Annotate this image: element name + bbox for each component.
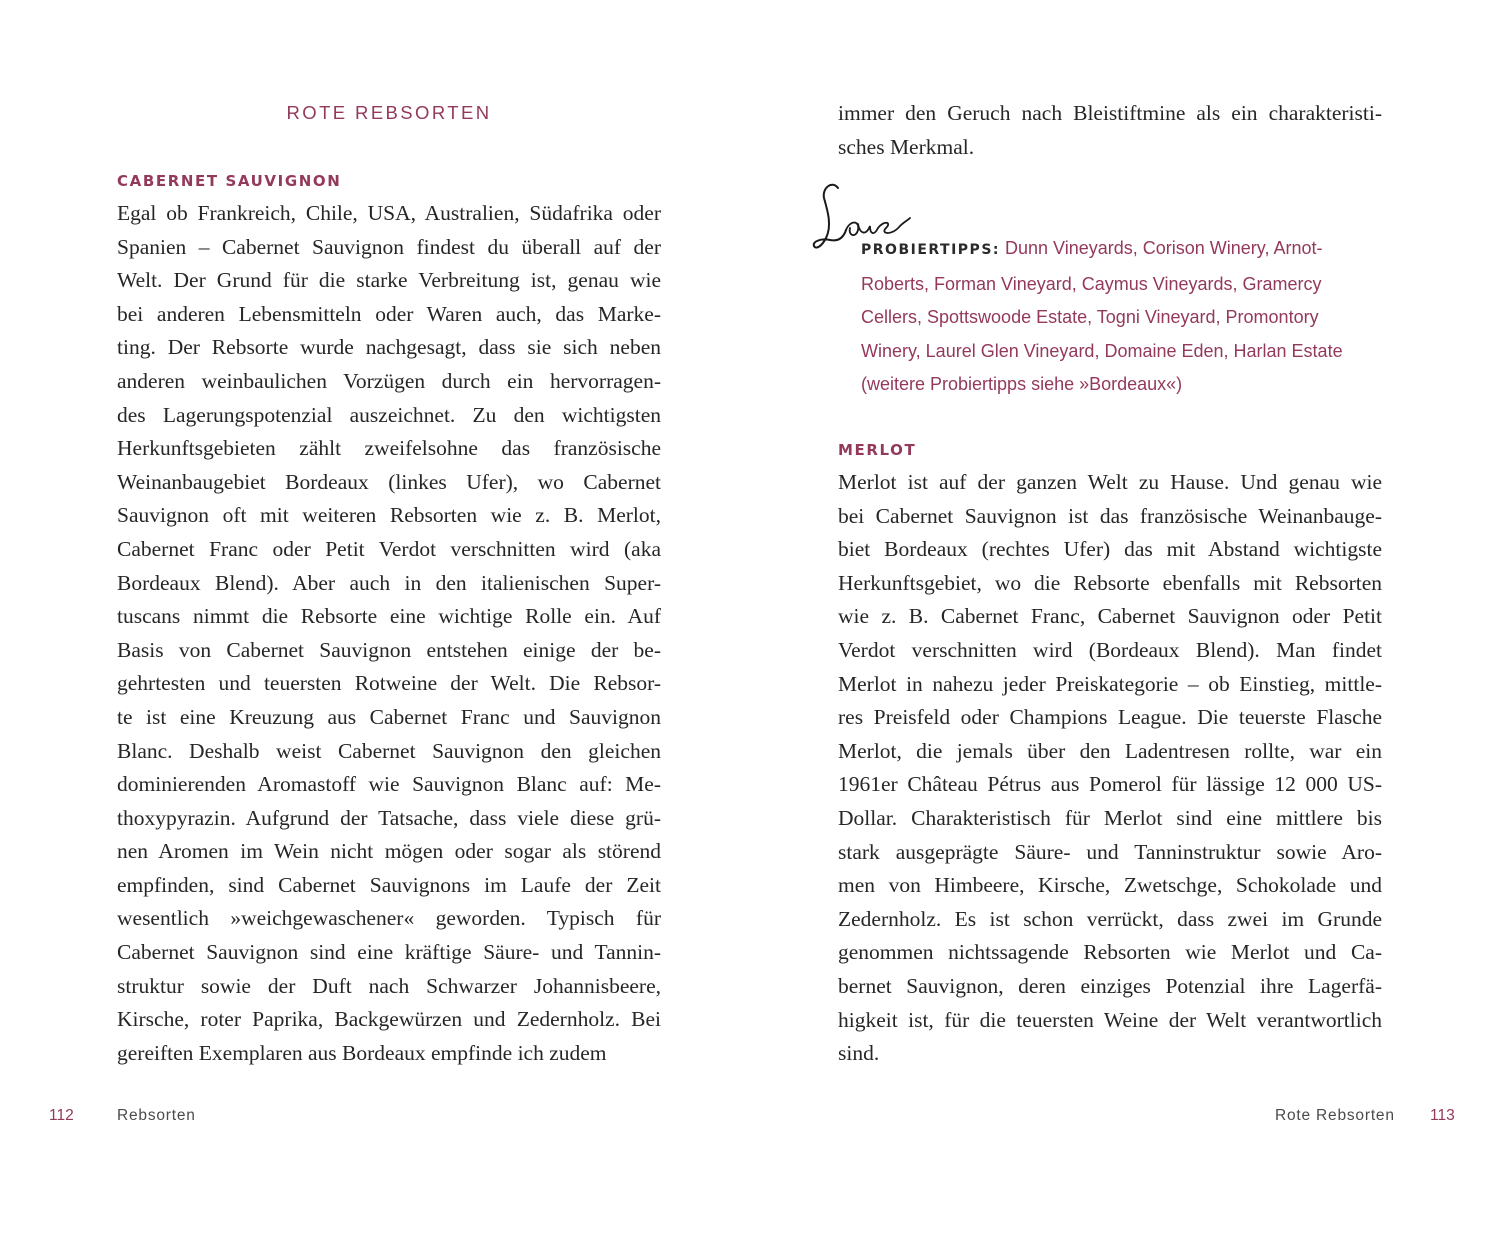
text-line: bernet Sauvignon, deren einziges Potenzial ihre Lagerfä- <box>838 973 1382 998</box>
text-line: Cabernet Franc oder Petit Verdot verschnitten wird (aka <box>117 536 661 561</box>
body-text-cabernet <box>117 197 661 1070</box>
text-line: Egal ob Frankreich, Chile, USA, Australien, Südafrika oder <box>117 201 661 225</box>
tips-line: Winery, Laurel Glen Vineyard, Domaine Eden, Harlan Estate <box>861 340 1343 361</box>
text-line: Herkunftsgebieten zählt zweifelsohne das französische <box>117 436 661 461</box>
text-line: Verdot verschnitten wird (Bordeaux Blend). Man findet <box>838 637 1382 662</box>
page-number-left: 112 <box>49 1107 74 1124</box>
text-line: thoxypyrazin. Aufgrund der Tatsache, dass viele diese grü- <box>117 805 661 830</box>
text-line: des Lagerungspotenzial auszeichnet. Zu den wichtigsten <box>117 402 661 427</box>
text-line: Weinanbaugebiet Bordeaux (linkes Ufer), wo Cabernet <box>117 469 661 494</box>
text-line: Basis von Cabernet Sauvignon entstehen einige der be- <box>117 637 661 662</box>
text-line: struktur sowie der Duft nach Schwarzer Johannisbeere, <box>117 973 661 998</box>
text-line: 1961er Château Pétrus aus Pomerol für lässige 12 000 US- <box>838 772 1382 797</box>
text-line: te ist eine Kreuzung aus Cabernet Franc und Sauvignon <box>117 704 661 729</box>
text-line: genommen nichtssagende Rebsorten wie Merlot und Ca- <box>838 940 1382 965</box>
text-line: Merlot, die jemals über den Ladentresen rollte, war ein <box>838 738 1382 763</box>
text-line: sind. <box>838 1041 880 1066</box>
text-line: Sauvignon oft mit weiteren Rebsorten wie z. B. Merlot, <box>117 503 661 528</box>
text-line: gehrtesten und teuersten Rotweine der Welt. Die Rebsor- <box>117 671 661 696</box>
text-line: anderen weinbaulichen Vorzügen durch ein hervorragen- <box>117 368 661 393</box>
heading-cabernet-sauvignon: CABERNET SAUVIGNON <box>117 172 342 190</box>
tips-line: Roberts, Forman Vineyard, Caymus Vineyards, Gramercy <box>861 273 1322 294</box>
body-text-merlot <box>838 466 1382 1071</box>
body-text-continuation <box>838 97 1382 164</box>
text-line: bei anderen Lebensmitteln oder Waren auch, das Marke- <box>117 301 661 326</box>
text-line: sches Merkmal. <box>838 134 975 159</box>
text-line: men von Himbeere, Kirsche, Zwetschge, Schokolade und <box>838 873 1382 898</box>
text-line: Merlot ist auf der ganzen Welt zu Hause. Und genau wie <box>838 470 1382 494</box>
text-line: immer den Geruch nach Bleistiftmine als ein charakteristi- <box>838 101 1382 125</box>
text-line: higkeit ist, für die teuersten Weine der Welt verantwortlich <box>838 1007 1382 1032</box>
text-line: Welt. Der Grund für die starke Verbreitung ist, genau wie <box>117 268 661 293</box>
text-line: Merlot in nahezu jeder Preiskategorie – ob Einstieg, mittle- <box>838 671 1382 696</box>
tips-line: (weitere Probiertipps siehe »Bordeaux«) <box>861 374 1183 395</box>
text-line: dominierenden Aromastoff wie Sauvignon Blanc auf: Me- <box>117 772 661 797</box>
section-title: ROTE REBSORTEN <box>286 102 492 123</box>
right-page <box>750 0 1500 1239</box>
text-line: Kirsche, roter Paprika, Backgewürzen und Zedernholz. Bei <box>117 1007 661 1032</box>
text-line: Blanc. Deshalb weist Cabernet Sauvignon den gleichen <box>117 738 661 763</box>
text-line: wie z. B. Cabernet Franc, Cabernet Sauvignon oder Petit <box>838 604 1382 629</box>
tips-label: PROBIERTIPPS: <box>861 242 1000 258</box>
text-line: res Preisfeld oder Champions League. Die teuerste Flasche <box>838 705 1382 730</box>
text-line: Dollar. Charakteristisch für Merlot sind eine mittlere bis <box>838 805 1382 830</box>
heading-merlot: MERLOT <box>838 441 917 459</box>
text-line: nen Aromen im Wein nicht mögen oder sogar als störend <box>117 839 661 864</box>
text-line: wesentlich »weichgewaschener« geworden. Typisch für <box>117 906 661 931</box>
text-line: tuscans nimmt die Rebsorte eine wichtige Rolle ein. Auf <box>117 604 661 629</box>
text-line: gereiften Exemplaren aus Bordeaux empfinde ich zudem <box>117 1040 607 1065</box>
text-line: Zedernholz. Es ist schon verrückt, dass zwei im Grunde <box>838 906 1382 931</box>
running-footer-left: Rebsorten <box>117 1107 196 1124</box>
tasting-tips <box>861 232 1361 402</box>
text-line: Cabernet Sauvignon sind eine kräftige Säure- und Tannin- <box>117 940 661 965</box>
text-line: Herkunftsgebiet, wo die Rebsorte ebenfalls mit Rebsorten <box>838 570 1382 595</box>
text-line: Spanien – Cabernet Sauvignon findest du überall auf der <box>117 234 661 259</box>
tips-line: Dunn Vineyards, Corison Winery, Arnot- <box>1000 238 1323 258</box>
page-number-right: 113 <box>1430 1107 1455 1124</box>
text-line: empfinden, sind Cabernet Sauvignons im Laufe der Zeit <box>117 872 661 897</box>
tips-line: Cellers, Spottswoode Estate, Togni Vineyard, Promontory <box>861 307 1319 328</box>
text-line: ting. Der Rebsorte wurde nachgesagt, dass sie sich neben <box>117 335 661 360</box>
text-line: stark ausgeprägte Säure- und Tanninstruktur sowie Aro- <box>838 839 1382 864</box>
text-line: biet Bordeaux (rechtes Ufer) das mit Abstand wichtigste <box>838 537 1382 562</box>
text-line: Bordeaux Blend). Aber auch in den italienischen Super- <box>117 570 661 595</box>
running-footer-right: Rote Rebsorten <box>1275 1107 1395 1124</box>
text-line: bei Cabernet Sauvignon ist das französische Weinanbauge- <box>838 503 1382 528</box>
